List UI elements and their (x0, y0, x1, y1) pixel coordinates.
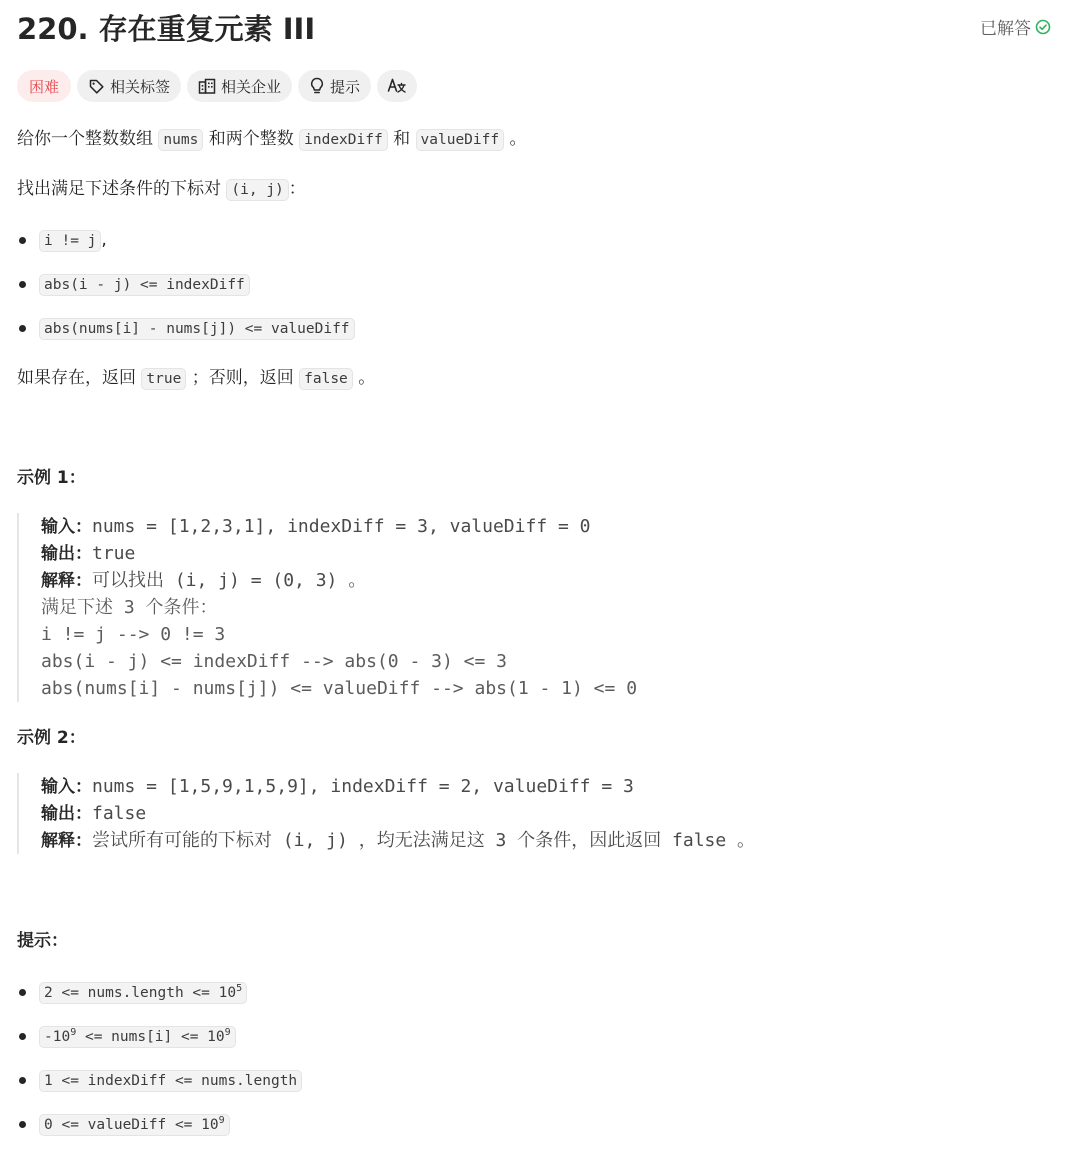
code-cond3: abs(nums[i] - nums[j]) <= valueDiff (39, 318, 355, 340)
building-icon (198, 78, 216, 95)
value: true (92, 543, 136, 564)
example-2-heading: 示例 2： (17, 728, 86, 748)
check-circle-icon (1035, 19, 1051, 35)
code-nums: nums (158, 129, 203, 151)
code-true: true (141, 368, 186, 390)
text: -10 (44, 1029, 71, 1045)
description-task (17, 175, 306, 204)
code-constraint (39, 1114, 230, 1136)
example-1-line: abs(i - j) <= indexDiff --> abs(0 - 3) <= 3 (41, 651, 507, 672)
superscript: 9 (224, 1027, 231, 1039)
text: 给你一个整数数组 (17, 129, 159, 149)
value: nums = [1,2,3,1], indexDiff = 3, valueDiff = 0 (92, 516, 591, 537)
text: , (101, 230, 107, 250)
list-item (17, 314, 355, 342)
example-1-line: i != j --> 0 != 3 (41, 624, 226, 645)
superscript: 5 (236, 983, 243, 995)
code-constraint (39, 1026, 236, 1048)
related-tags-label: 相关标签 (110, 77, 171, 96)
conditions-list (17, 226, 355, 342)
label: 输入： (41, 777, 92, 797)
text: <= nums[i] <= 10 (76, 1029, 225, 1045)
description-return (17, 364, 375, 393)
label: 解释： (41, 571, 92, 591)
code-indexdiff: indexDiff (299, 129, 388, 151)
code-valuediff: valueDiff (416, 129, 505, 151)
example-1-line: 满足下述 3 个条件： (41, 597, 218, 618)
problem-header (17, 0, 1053, 62)
text: 。 (504, 129, 527, 149)
text: 和两个整数 (203, 129, 300, 149)
constraints-heading: 提示： (17, 931, 68, 951)
example-2-output (41, 800, 1017, 827)
text: 如果存在，返回 (17, 368, 142, 388)
example-2-block (17, 773, 1017, 854)
value: 尝试所有可能的下标对 (i, j) ，均无法满足这 3 个条件，因此返回 false 。 (92, 830, 756, 851)
list-item (17, 1110, 302, 1138)
superscript: 9 (218, 1115, 225, 1127)
example-1-block (17, 513, 1017, 702)
code-constraint: 1 <= indexDiff <= nums.length (39, 1070, 302, 1092)
list-item (17, 226, 355, 254)
label: 输出： (41, 544, 92, 564)
example-1-heading: 示例 1： (17, 468, 86, 488)
constraints-list (17, 978, 302, 1138)
hint-button[interactable] (298, 70, 371, 102)
label: 输出： (41, 804, 92, 824)
problem-description (17, 0, 1053, 1133)
code-ij: (i, j) (226, 179, 288, 201)
example-1-explanation (41, 567, 1017, 594)
related-companies-label: 相关企业 (221, 77, 282, 96)
related-tags-button[interactable] (77, 70, 181, 102)
description-intro (17, 125, 527, 154)
translate-icon (387, 77, 407, 95)
value: false (92, 803, 147, 824)
label: 输入： (41, 517, 92, 537)
related-companies-button[interactable] (187, 70, 292, 102)
label: 解释： (41, 831, 92, 851)
hint-label: 提示 (330, 77, 361, 96)
problem-tags (17, 70, 1053, 102)
list-item (17, 270, 355, 298)
tag-icon (88, 78, 105, 95)
text: 找出满足下述条件的下标对 (17, 179, 227, 199)
example-1-output (41, 540, 1017, 567)
text: ；否则，返回 (186, 368, 300, 388)
value: 可以找出 (i, j) = (0, 3) 。 (92, 570, 367, 591)
text: 2 <= nums.length <= 10 (44, 985, 237, 1001)
superscript: 9 (70, 1027, 77, 1039)
example-1-line: abs(nums[i] - nums[j]) <= valueDiff --> abs(1 - 1) <= 0 (41, 678, 638, 699)
code-cond1: i != j (39, 230, 101, 252)
code-cond2: abs(i - j) <= indexDiff (39, 274, 250, 296)
list-item (17, 1022, 302, 1050)
code-constraint (39, 982, 247, 1004)
value: nums = [1,5,9,1,5,9], indexDiff = 2, valueDiff = 3 (92, 776, 634, 797)
list-item (17, 1066, 302, 1094)
lightbulb-icon (309, 77, 325, 95)
solved-label: 已解答 (980, 19, 1031, 39)
text: 和 (387, 129, 416, 149)
example-1-input (41, 513, 1017, 540)
solved-status (980, 14, 1051, 39)
difficulty-badge: 困难 (17, 70, 71, 102)
example-2-explanation (41, 827, 1017, 854)
example-2-input (41, 773, 1017, 800)
problem-title[interactable]: 220. 存在重复元素 III (17, 12, 316, 46)
translate-button[interactable] (377, 70, 417, 102)
list-item (17, 978, 302, 1006)
text: 0 <= valueDiff <= 10 (44, 1117, 219, 1133)
code-false: false (299, 368, 353, 390)
text: ： (288, 179, 306, 199)
text: 。 (352, 368, 376, 388)
